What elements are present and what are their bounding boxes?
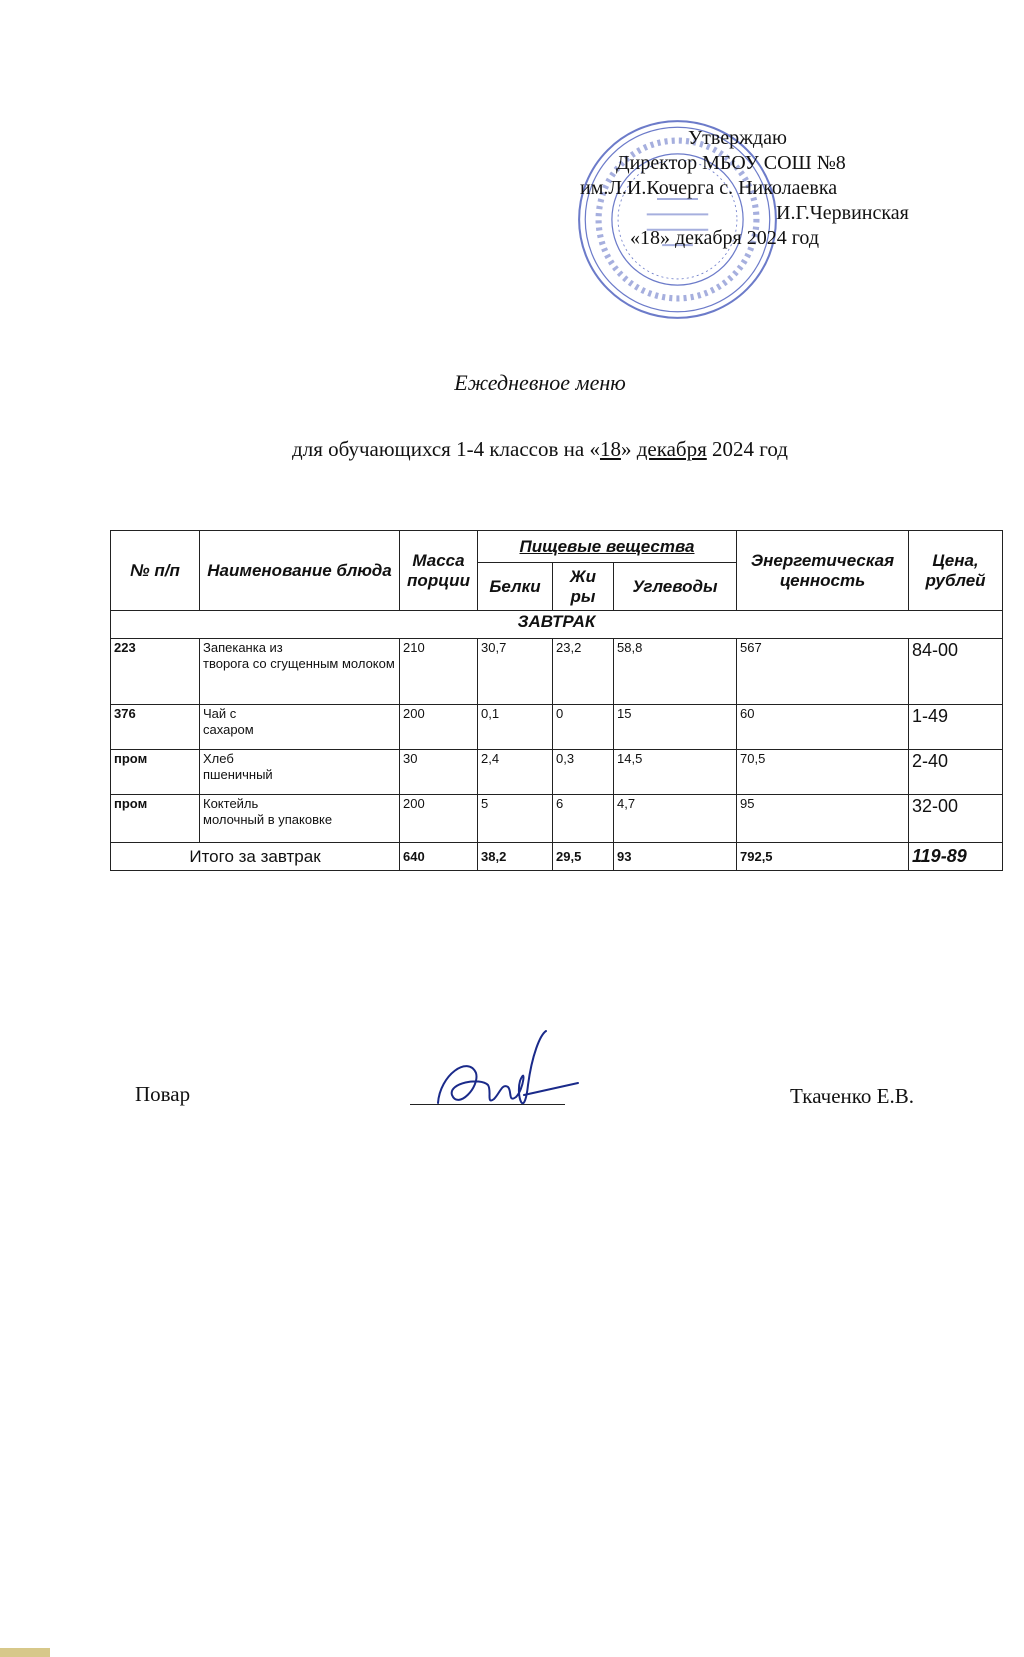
row-dish-first: Запеканка из [203, 640, 283, 655]
row-dish-first: Хлеб [203, 751, 234, 766]
row-num: 376 [111, 705, 200, 750]
row-energy: 95 [737, 795, 909, 843]
total-label: Итого за завтрак [111, 843, 400, 871]
header-num: № п/п [111, 531, 200, 611]
handwritten-signature-icon [428, 1025, 588, 1125]
row-dish [200, 750, 400, 795]
approval-block [560, 126, 960, 251]
row-fat: 23,2 [553, 639, 614, 705]
row-dish-rest: сахаром [203, 722, 254, 737]
total-carbs: 93 [614, 843, 737, 871]
header-name: Наименование блюда [200, 531, 400, 611]
row-num: пром [111, 795, 200, 843]
section-breakfast: ЗАВТРАК [111, 611, 1003, 639]
row-protein: 30,7 [478, 639, 553, 705]
row-energy: 567 [737, 639, 909, 705]
table-row [111, 639, 1003, 705]
approval-title: Утверждаю [688, 127, 787, 149]
row-dish-rest: молочный в упаковке [203, 812, 333, 827]
row-mass: 30 [400, 750, 478, 795]
row-dish [200, 705, 400, 750]
row-carbs: 58,8 [614, 639, 737, 705]
approval-school: им.Л.И.Кочерга с. Николаевка [580, 177, 838, 199]
row-price: 2-40 [909, 750, 1003, 795]
subtitle-month: декабря [636, 437, 707, 461]
row-mass: 210 [400, 639, 478, 705]
page-title: Ежедневное меню [454, 370, 626, 395]
total-energy: 792,5 [737, 843, 909, 871]
total-mass: 640 [400, 843, 478, 871]
row-dish [200, 795, 400, 843]
approval-director-name: И.Г.Червинская [776, 202, 909, 224]
row-protein: 2,4 [478, 750, 553, 795]
row-num: пром [111, 750, 200, 795]
signature-role: Повар [135, 1082, 191, 1106]
table-row [111, 750, 1003, 795]
row-carbs: 4,7 [614, 795, 737, 843]
table-row [111, 705, 1003, 750]
row-protein: 0,1 [478, 705, 553, 750]
subtitle-day: 18 [599, 437, 621, 461]
row-dish-rest: творога со сгущенным молоком [203, 656, 395, 671]
header-nutrients: Пищевые вещества [478, 531, 737, 563]
header-fat: Жи ры [553, 563, 614, 611]
row-dish-first: Коктейль [203, 796, 259, 811]
subtitle-separator: » [620, 437, 637, 461]
subtitle-text: для обучающихся 1-4 классов на « [292, 437, 600, 461]
row-carbs: 15 [614, 705, 737, 750]
row-fat: 0 [553, 705, 614, 750]
row-dish-first: Чай с [203, 706, 237, 721]
page-subtitle [0, 437, 1024, 462]
row-energy: 70,5 [737, 750, 909, 795]
header-mass: Масса порции [400, 531, 478, 611]
subtitle-year: 2024 год [706, 437, 788, 461]
signature-name: Ткаченко Е.В. [790, 1084, 915, 1108]
header-protein: Белки [478, 563, 553, 611]
total-row [111, 843, 1003, 871]
header-carbs: Углеводы [614, 563, 737, 611]
table-row [111, 795, 1003, 843]
row-price: 1-49 [909, 705, 1003, 750]
scan-edge-mark [0, 1648, 50, 1657]
row-fat: 0,3 [553, 750, 614, 795]
header-price: Цена, рублей [909, 531, 1003, 611]
total-protein: 38,2 [478, 843, 553, 871]
row-dish [200, 639, 400, 705]
header-energy: Энергетическая ценность [737, 531, 909, 611]
row-dish-rest: пшеничный [203, 767, 273, 782]
row-protein: 5 [478, 795, 553, 843]
row-price: 84-00 [909, 639, 1003, 705]
row-mass: 200 [400, 705, 478, 750]
row-fat: 6 [553, 795, 614, 843]
row-energy: 60 [737, 705, 909, 750]
row-carbs: 14,5 [614, 750, 737, 795]
row-price: 32-00 [909, 795, 1003, 843]
approval-position: Директор МБОУ СОШ №8 [616, 152, 846, 174]
row-num: 223 [111, 639, 200, 705]
total-fat: 29,5 [553, 843, 614, 871]
total-price: 119-89 [909, 843, 1003, 871]
approval-date: «18» декабря 2024 год [630, 227, 820, 249]
menu-table [110, 530, 1003, 871]
row-mass: 200 [400, 795, 478, 843]
